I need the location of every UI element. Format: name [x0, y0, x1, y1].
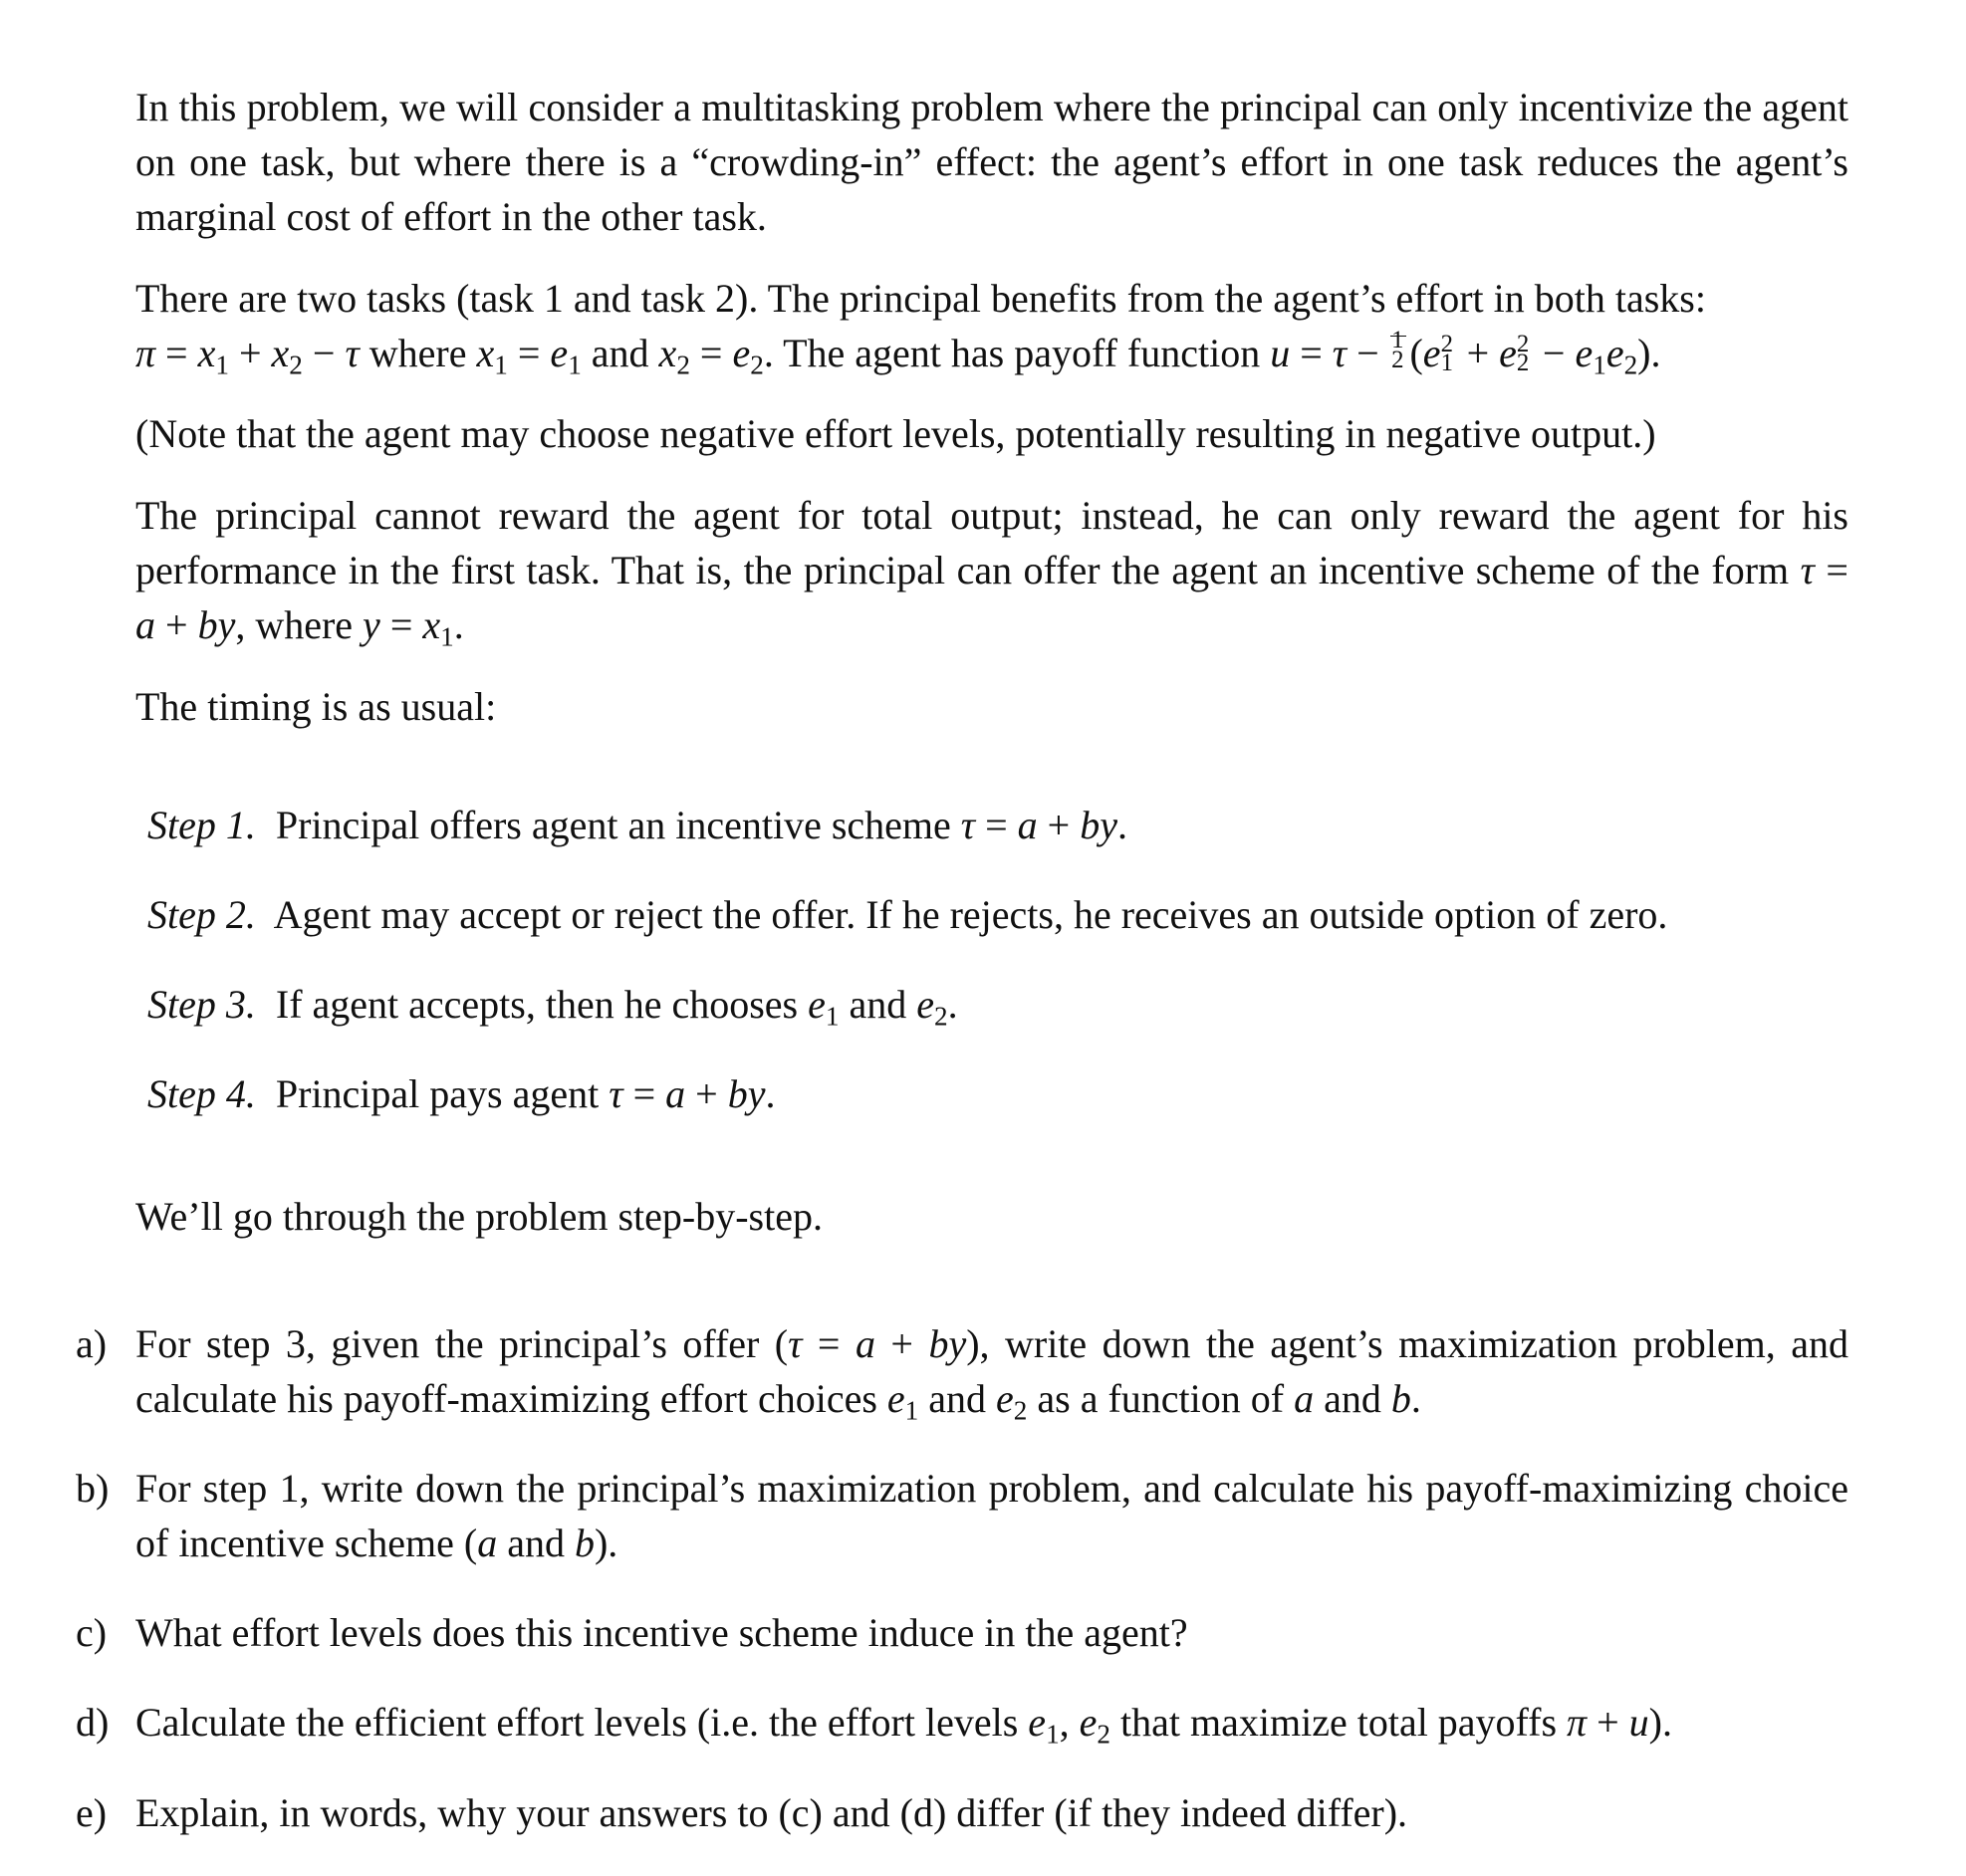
question-label: e) — [76, 1790, 108, 1835]
intro-paragraph-2 — [135, 271, 1848, 393]
step-text: Agent may accept or reject the offer. If he rejects, he receives an outside option of zero. — [273, 892, 1668, 937]
intro-paragraph-4 — [135, 488, 1848, 665]
intro-p2-text-b1: where — [369, 331, 467, 375]
question-a-text-e: and — [1324, 1376, 1381, 1421]
question-b-text-a: For step 1, write down the principal’s maximization problem, and calculate his payoff-maximizing choice of incentive scheme ( — [135, 1466, 1848, 1565]
timing-step-1 — [147, 798, 1860, 852]
question-label: d) — [76, 1700, 110, 1745]
question-label: c) — [76, 1610, 108, 1655]
timing-step-2 — [147, 887, 1860, 942]
intro-p2-text-a: There are two tasks (task 1 and task 2). The principal benefits from the agent’s effort in both tasks: — [135, 276, 1706, 321]
intro-p2-text-b3: . The agent has payoff function — [763, 331, 1261, 375]
question-d-text-a: Calculate the efficient effort levels (i.e. the effort levels — [135, 1700, 1019, 1745]
step-text-a: If agent accepts, then he chooses — [275, 982, 799, 1027]
question-formula: $e_1$ — [886, 1376, 919, 1426]
question-a-text-d: as a function of — [1037, 1376, 1285, 1421]
question-a-text-a: For step 3, given the principal’s offer ( — [135, 1321, 789, 1366]
question-text: What effort levels does this incentive scheme induce in the agent? — [135, 1610, 1188, 1655]
timing-step-4 — [147, 1066, 1860, 1121]
question-text: Explain, in words, why your answers to (c) and (d) differ (if they indeed differ). — [135, 1790, 1408, 1835]
intro-p2-text-b2: and — [591, 331, 649, 375]
question-b-text-b: and — [507, 1521, 565, 1565]
step-label: Step 2. — [147, 892, 256, 937]
intro-p4-text-b: , where — [235, 602, 354, 647]
question-formula: $e_1$, $e_2$ — [1028, 1700, 1111, 1750]
step-formula: τ = a + by. — [960, 803, 1127, 847]
question-formula: π + u — [1567, 1700, 1649, 1745]
question-formula: a — [477, 1521, 498, 1565]
step-text: Principal pays agent — [275, 1071, 600, 1116]
question-a-text-b: ), write down the agent’s maximization problem, and calculate his payoff-maximizing effort choices — [135, 1321, 1848, 1421]
agent-payoff-formula: u = τ − 1 2 (e 2 1 + e 2 2 − $e_1e_2$). — [1270, 326, 1661, 380]
question-formula: b — [574, 1521, 595, 1565]
intro-paragraph-1: In this problem, we will consider a multitasking problem where the principal can only incentivize the agent on one task, but where there is a “crowding-in” effect: the agent’s effort in one task reduces the agent’s marginal cost of effort in the other task. — [135, 85, 1848, 239]
question-d-text-b: that maximize total payoffs — [1120, 1700, 1558, 1745]
transition-text: We’ll go through the problem step-by-step. — [135, 1194, 823, 1239]
question-label: b) — [76, 1466, 110, 1511]
question-formula: b. — [1390, 1376, 1421, 1421]
question-formula: $e_2$ — [996, 1376, 1028, 1426]
intro-paragraph-3: (Note that the agent may choose negative effort levels, potentially resulting in negative output.) — [135, 411, 1656, 456]
principal-payoff-formula: $\pi = x_1 + x_2 - \tau$ — [135, 331, 360, 380]
step-text: Principal offers agent an incentive scheme — [275, 803, 951, 847]
step-formula: $e_1$ — [808, 982, 840, 1032]
question-formula: τ = a + by — [788, 1321, 967, 1366]
step-text-b: and — [849, 982, 907, 1027]
question-text — [135, 1695, 1848, 1762]
question-text — [135, 1316, 1848, 1439]
timing-step-3 — [147, 977, 1860, 1045]
question-formula: a — [1294, 1376, 1315, 1421]
intro-paragraph-5: The timing is as usual: — [135, 684, 497, 729]
step-formula: $e_2$. — [916, 982, 958, 1032]
intro-p4-text-a: The principal cannot reward the agent for total output; instead, he can only reward the agent for his performance in the first task. That is, the principal can offer the agent an incentive scheme of the form — [135, 493, 1848, 592]
question-text — [135, 1461, 1848, 1570]
question-d-text-c: ). — [1648, 1700, 1672, 1745]
question-label: a) — [76, 1321, 108, 1366]
performance-measure-formula: $y = x_1$. — [363, 602, 464, 652]
effort-definition-2: $x_2 = e_2$ — [658, 331, 764, 380]
step-label: Step 3. — [147, 982, 256, 1027]
effort-definition-1: $x_1 = e_1$ — [476, 331, 582, 380]
step-label: Step 4. — [147, 1071, 256, 1116]
step-formula: τ = a + by. — [609, 1071, 776, 1116]
question-b-text-c: ). — [594, 1521, 618, 1565]
step-label: Step 1. — [147, 803, 256, 847]
question-a-text-c: and — [928, 1376, 987, 1421]
incentive-scheme-formula: τ = a + by — [135, 548, 1848, 647]
